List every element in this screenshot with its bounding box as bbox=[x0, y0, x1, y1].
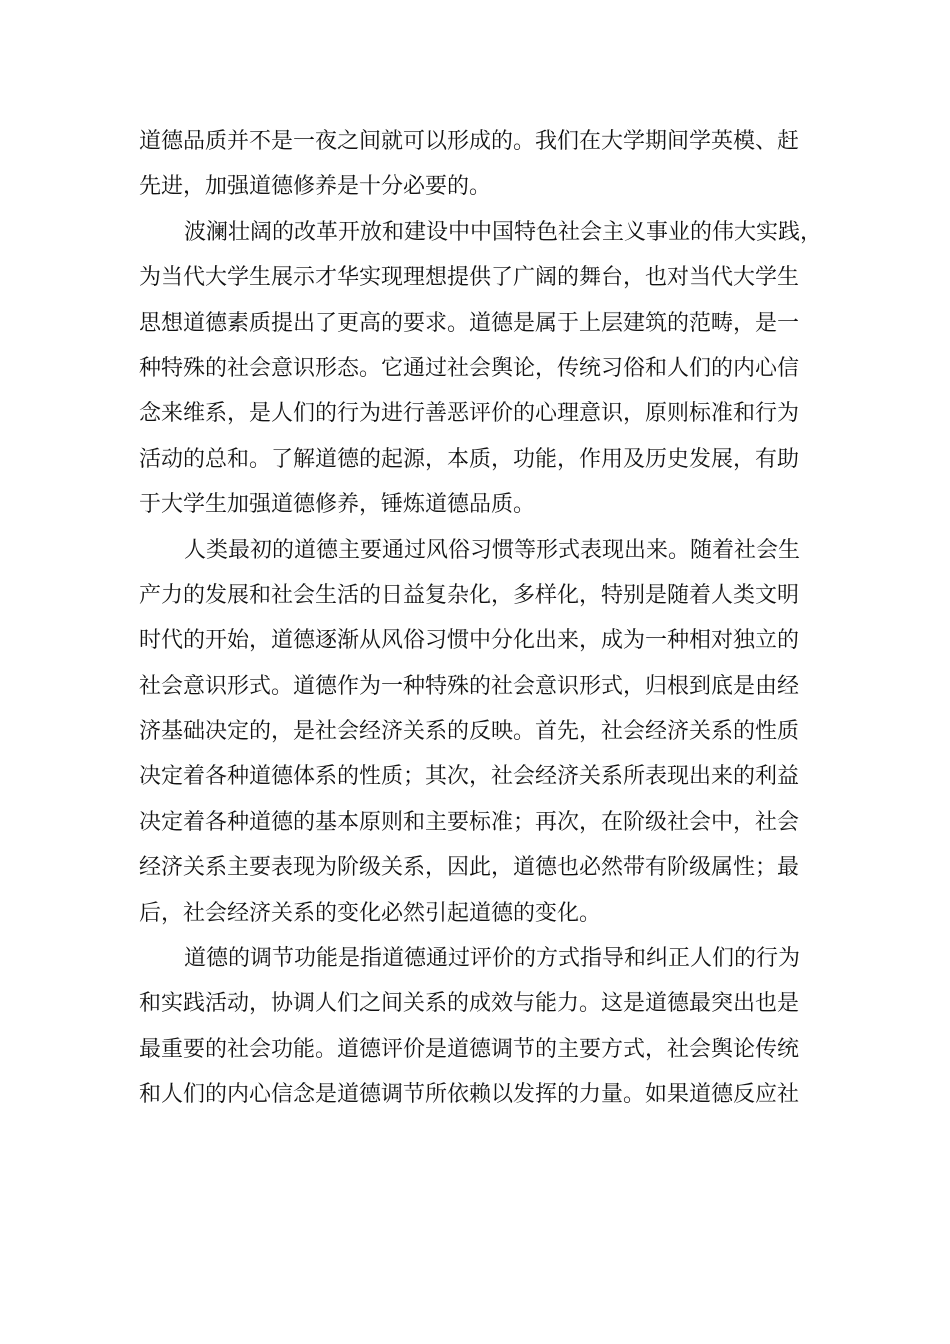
text-line: 波澜壮阔的改革开放和建设中中国特色社会主义事业的伟大实践， bbox=[184, 219, 823, 245]
text-line: 产力的发展和社会生活的日益复杂化，多样化，特别是随着人类文明 bbox=[139, 582, 800, 608]
paragraph bbox=[139, 119, 829, 210]
text-line: 和人们的内心信念是道德调节所依赖以发挥的力量。如果道德反应社 bbox=[139, 1082, 800, 1108]
text-line: 于大学生加强道德修养，锤炼道德品质。 bbox=[139, 492, 536, 518]
text-line: 先进，加强道德修养是十分必要的。 bbox=[139, 174, 492, 200]
text-line: 人类最初的道德主要通过风俗习惯等形式表现出来。随着社会生 bbox=[184, 537, 801, 563]
text-line: 时代的开始，道德逐渐从风俗习惯中分化出来，成为一种相对独立的 bbox=[139, 628, 800, 654]
text-line: 决定着各种道德的基本原则和主要标准；再次，在阶级社会中，社会 bbox=[139, 809, 800, 835]
text-line: 思想道德素质提出了更高的要求。道德是属于上层建筑的范畴，是一 bbox=[139, 310, 800, 336]
text-line: 活动的总和。了解道德的起源，本质，功能，作用及历史发展，有助 bbox=[139, 446, 800, 472]
document-body bbox=[139, 119, 829, 1118]
text-line: 济基础决定的，是社会经济关系的反映。首先，社会经济关系的性质 bbox=[139, 719, 800, 745]
text-line: 念来维系，是人们的行为进行善恶评价的心理意识，原则标准和行为 bbox=[139, 401, 800, 427]
text-line: 社会意识形式。道德作为一种特殊的社会意识形式，归根到底是由经 bbox=[139, 673, 800, 699]
text-line: 决定着各种道德体系的性质；其次，社会经济关系所表现出来的利益 bbox=[139, 764, 800, 790]
paragraph bbox=[139, 936, 829, 1118]
paragraph bbox=[139, 210, 829, 528]
text-line: 后，社会经济关系的变化必然引起道德的变化。 bbox=[139, 900, 602, 926]
text-line: 最重要的社会功能。道德评价是道德调节的主要方式，社会舆论传统 bbox=[139, 1036, 800, 1062]
text-line: 为当代大学生展示才华实现理想提供了广阔的舞台，也对当代大学生 bbox=[139, 265, 800, 291]
text-line: 道德品质并不是一夜之间就可以形成的。我们在大学期间学英模、赶 bbox=[139, 129, 800, 154]
text-line: 种特殊的社会意识形态。它通过社会舆论，传统习俗和人们的内心信 bbox=[139, 355, 800, 381]
text-line: 道德的调节功能是指道德通过评价的方式指导和纠正人们的行为 bbox=[184, 946, 801, 972]
paragraph bbox=[139, 528, 829, 937]
text-line: 经济关系主要表现为阶级关系，因此，道德也必然带有阶级属性；最 bbox=[139, 855, 800, 881]
text-line: 和实践活动，协调人们之间关系的成效与能力。这是道德最突出也是 bbox=[139, 991, 800, 1017]
